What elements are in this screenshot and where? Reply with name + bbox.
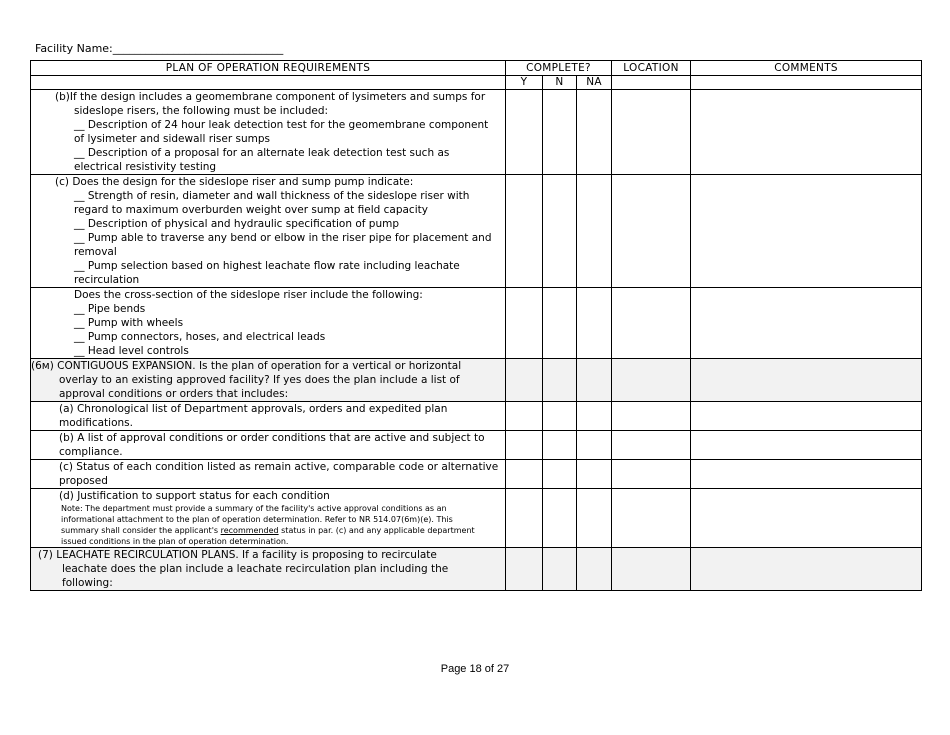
page-number: Page 18 of 27 [440,663,510,675]
requirement-d-justification: (d) Justification to support status for each condition Note: The department must provide a summary of the facility's active approval conditions as an informational attachment to the plan of operation determination. Refer to NR 514.07(6m)(e). This summary shall consider the applicant's recommended status in par. (c) and any applicable department issued conditions in the plan of operation determination. [31,489,506,548]
n-cell[interactable] [543,175,577,288]
table-row [31,175,922,288]
header-na: NA [577,76,612,90]
section-row [31,359,922,402]
n-cell[interactable] [543,548,577,591]
table-row [31,402,922,431]
y-cell[interactable] [506,359,543,402]
header-complete: COMPLETE? [506,61,612,76]
y-cell[interactable] [506,460,543,489]
subheader-blank [31,76,506,90]
facility-name-blank[interactable]: _______________________________ [112,42,284,55]
y-cell[interactable] [506,402,543,431]
comments-cell[interactable] [691,359,922,402]
location-cell[interactable] [612,359,691,402]
location-cell[interactable] [612,460,691,489]
requirement-b-geomembrane: (b)If the design includes a geomembrane component of lysimeters and sumps for sideslope risers, the following must be included: __ Description of 24 hour leak detection test for the geomembrane component of lysimeter and sidewall riser sumps __ Description of a proposal for an alternate leak detection test such as electrical resistivity testing [31,90,506,175]
subheader-comments-blank [691,76,922,90]
section-row [31,548,922,591]
requirement-a-chronological-list: (a) Chronological list of Department approvals, orders and expedited plan modifications. [31,402,506,431]
section-7-leachate-recirculation: (7) LEACHATE RECIRCULATION PLANS. If a facility is proposing to recirculate leachate does the plan include a leachate recirculation plan including the following: [31,548,506,591]
location-cell[interactable] [612,175,691,288]
header-row [31,61,922,76]
n-cell[interactable] [543,431,577,460]
n-cell[interactable] [543,90,577,175]
requirement-cross-section: Does the cross-section of the sideslope riser include the following: __ Pipe bends __ Pump with wheels __ Pump connectors, hoses, and electrical leads __ Head level controls [31,288,506,359]
na-cell[interactable] [577,359,612,402]
table-row [31,431,922,460]
table-row [31,90,922,175]
comments-cell[interactable] [691,548,922,591]
na-cell[interactable] [577,548,612,591]
location-cell[interactable] [612,288,691,359]
na-cell[interactable] [577,431,612,460]
na-cell[interactable] [577,175,612,288]
subheader-location-blank [612,76,691,90]
location-cell[interactable] [612,548,691,591]
requirement-c-status-of-conditions: (c) Status of each condition listed as remain active, comparable code or alternative proposed [31,460,506,489]
y-cell[interactable] [506,489,543,548]
n-cell[interactable] [543,359,577,402]
comments-cell[interactable] [691,90,922,175]
requirement-b-approval-conditions: (b) A list of approval conditions or order conditions that are active and subject to compliance. [31,431,506,460]
n-cell[interactable] [543,489,577,548]
comments-cell[interactable] [691,175,922,288]
n-cell[interactable] [543,402,577,431]
na-cell[interactable] [577,460,612,489]
n-cell[interactable] [543,288,577,359]
na-cell[interactable] [577,402,612,431]
comments-cell[interactable] [691,288,922,359]
location-cell[interactable] [612,489,691,548]
facility-name-label: Facility Name: [35,42,113,55]
header-comments: COMMENTS [691,61,922,76]
header-y: Y [506,76,543,90]
y-cell[interactable] [506,431,543,460]
comments-cell[interactable] [691,402,922,431]
header-n: N [543,76,577,90]
na-cell[interactable] [577,288,612,359]
requirements-table [30,60,922,591]
na-cell[interactable] [577,489,612,548]
y-cell[interactable] [506,548,543,591]
subheader-row [31,76,922,90]
y-cell[interactable] [506,90,543,175]
comments-cell[interactable] [691,431,922,460]
requirement-c-sideslope-riser: (c) Does the design for the sideslope riser and sump pump indicate: __ Strength of resin, diameter and wall thickness of the sideslope riser with regard to maximum overburden weight over sump at field capacity __ Description of physical and hydraulic specification of pump __ Pump able to traverse any bend or elbow in the riser pipe for placement and removal __ Pump selection based on highest leachate flow rate including leachate recirculation [31,175,506,288]
na-cell[interactable] [577,90,612,175]
comments-cell[interactable] [691,489,922,548]
comments-cell[interactable] [691,460,922,489]
table-row [31,460,922,489]
n-cell[interactable] [543,460,577,489]
y-cell[interactable] [506,288,543,359]
table-row [31,489,922,548]
header-location: LOCATION [612,61,691,76]
department-note: Note: The department must provide a summary of the facility's active approval conditions as an informational attachment to the plan of operation determination. Refer to NR 514.07(6m)(e). This summary shall consider the applicant's recommended status in par. (c) and any applicable department issued conditions in the plan of operation determination. [61,504,475,546]
y-cell[interactable] [506,175,543,288]
header-requirements: PLAN OF OPERATION REQUIREMENTS [31,61,506,76]
location-cell[interactable] [612,402,691,431]
facility-name-line [35,42,283,55]
location-cell[interactable] [612,90,691,175]
location-cell[interactable] [612,431,691,460]
table-row [31,288,922,359]
section-6m-contiguous-expansion: (6м) CONTIGUOUS EXPANSION. Is the plan of operation for a vertical or horizontal overlay to an existing approved facility? If yes does the plan include a list of approval conditions or orders that includes: [31,359,506,402]
